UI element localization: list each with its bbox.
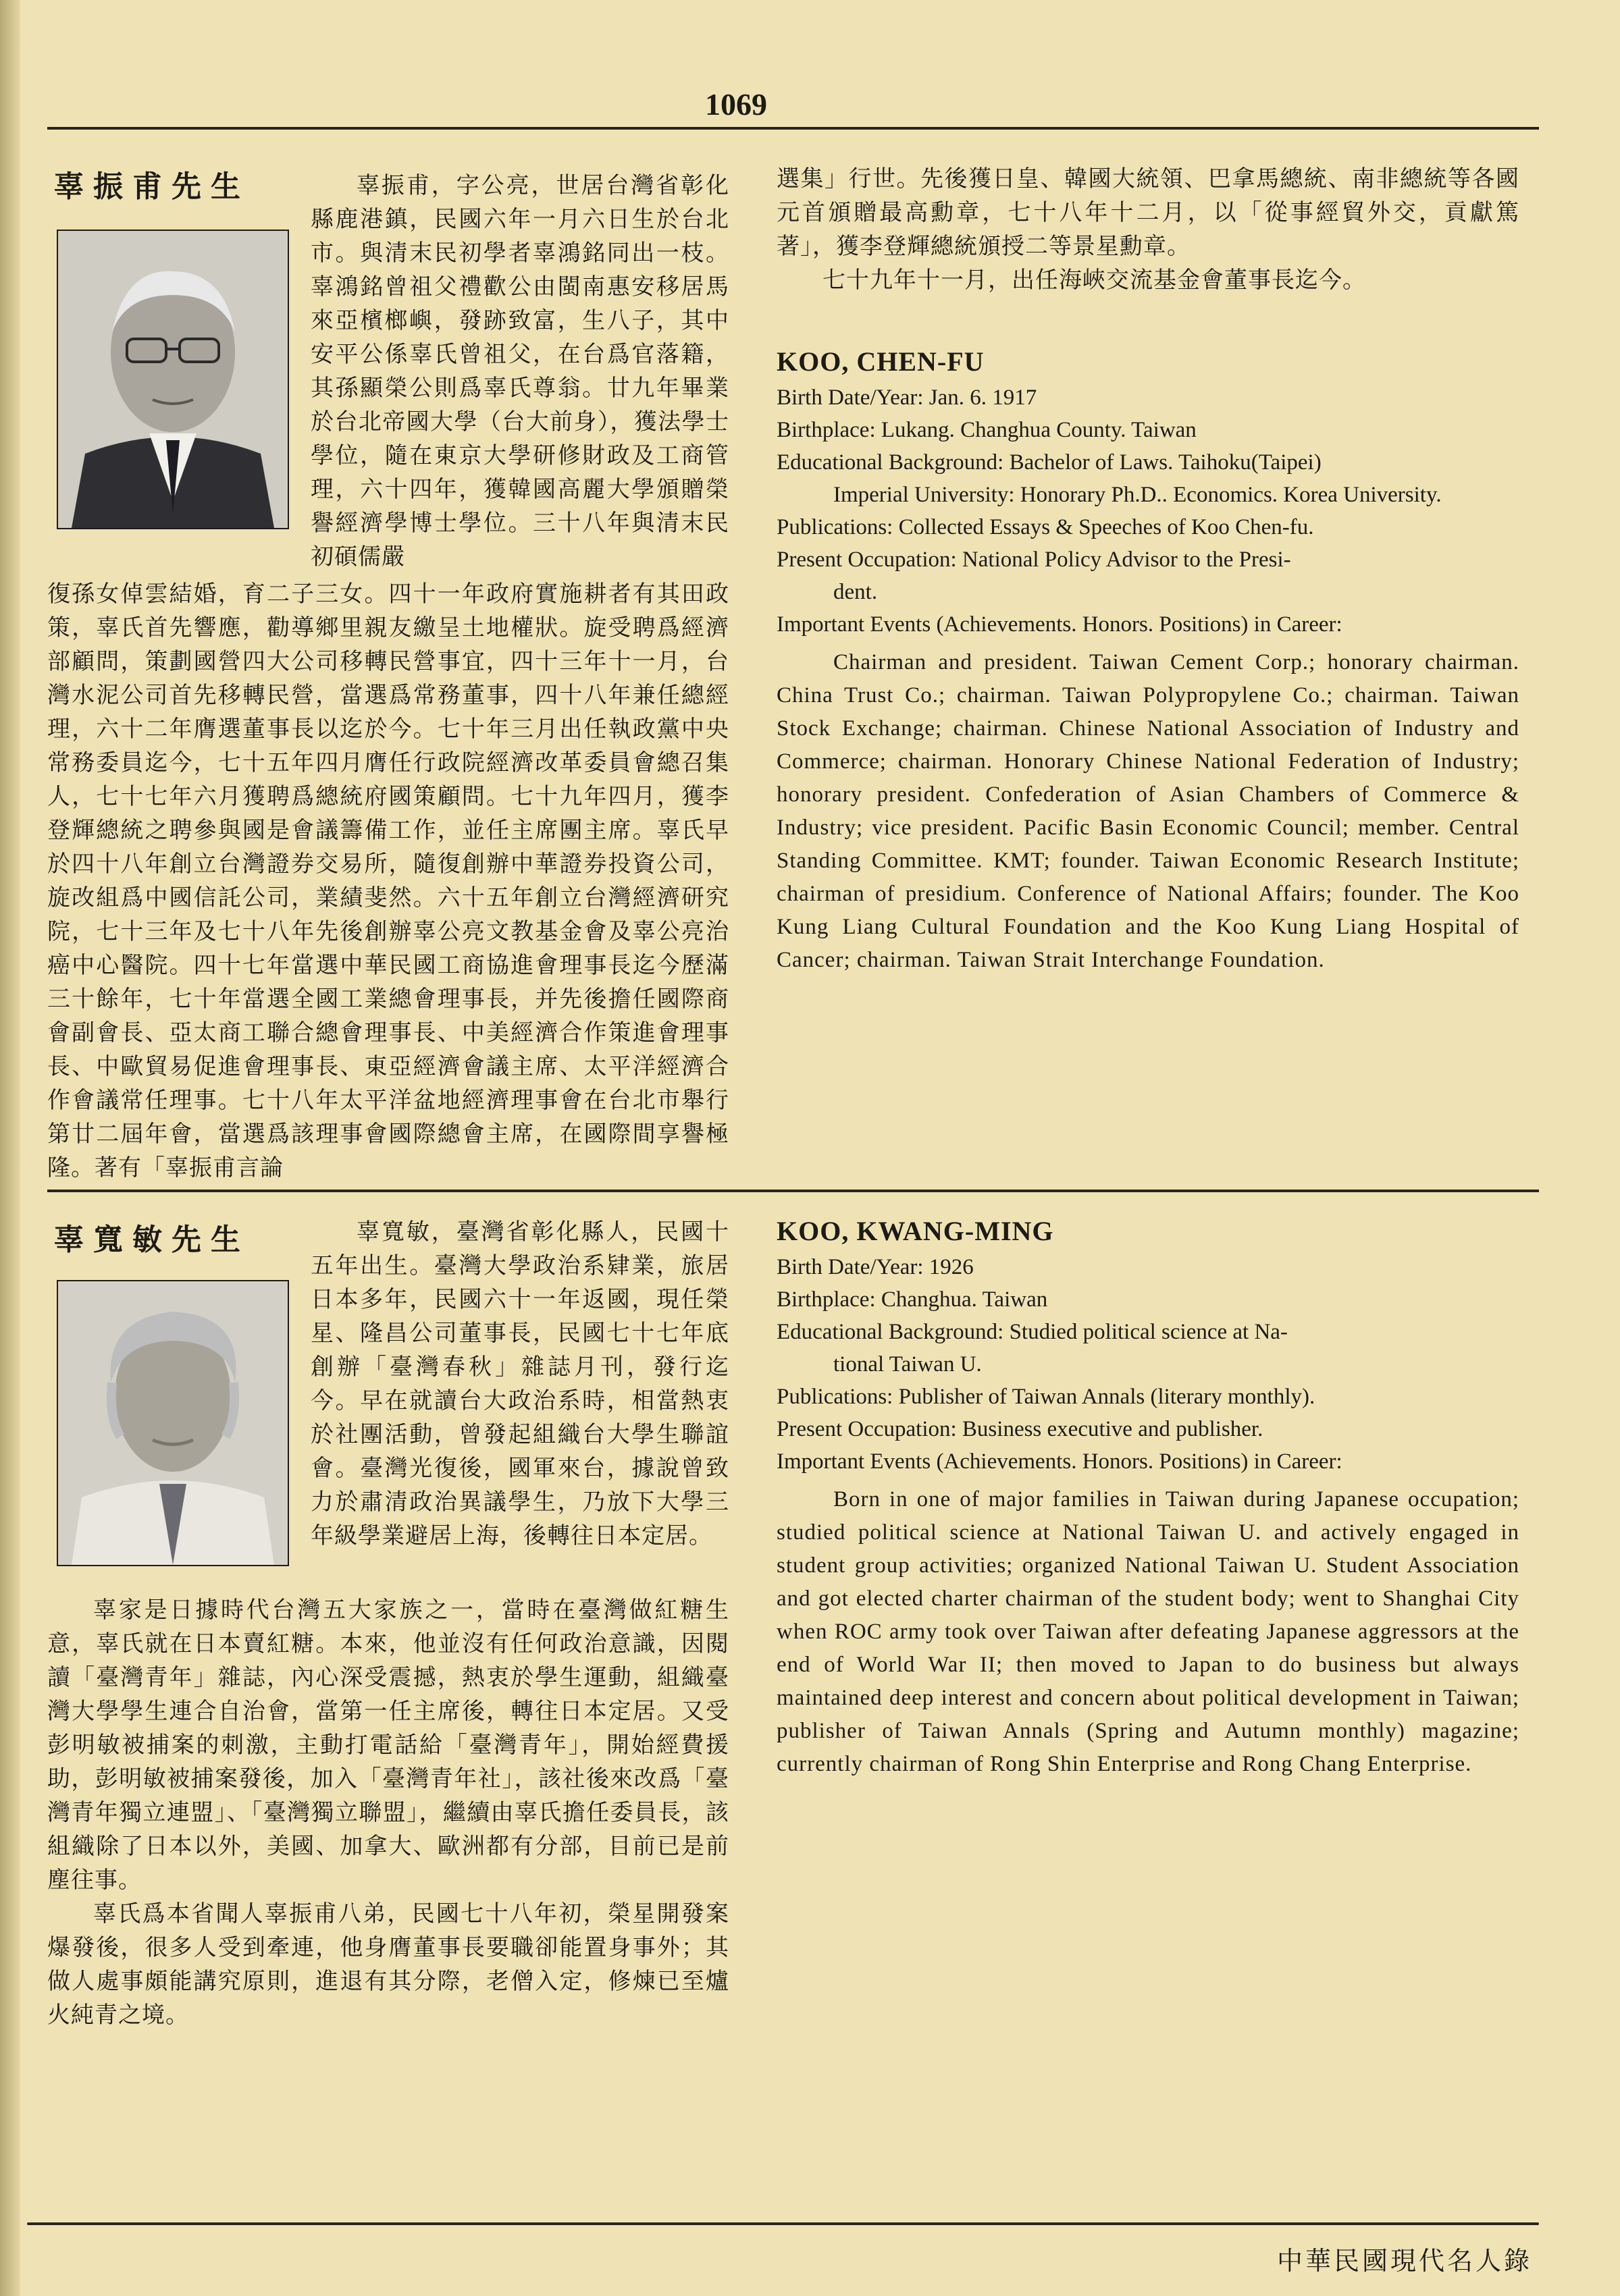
page-number: 1069 (705, 87, 767, 122)
chinese-bio-continued-2: 七十九年十一月，出任海峽交流基金會董事長迄今。 (822, 267, 1366, 294)
english-name: KOO, KWANG-MING (777, 1216, 1054, 1246)
occupation-line-2: dent. (833, 580, 878, 604)
chinese-bio-body-wrap (47, 1593, 729, 2032)
important-events: Born in one of major families in Taiwan during Japanese occupation; studied political science at National Taiwan U. and actively engaged in student group activities; organized National Taiwan U. Student Association and got elected charter chairman of the student body; went to Shanghai City when ROC army took over Taiwan after defeating Japanese aggressors at the end of World War II; then moved to Japan to do business but always maintained deep interest and concern about political development in Taiwan; publisher of Taiwan Annals (Spring and Autumn monthly) magazine; currently chairman of Rong Shin Enterprise and Rong Chang Enterprise. (777, 1487, 1519, 1776)
header-rule (47, 127, 1539, 130)
birthplace: Birthplace: Lukang. Changhua County. Taiwan (777, 418, 1197, 442)
book-title-footer: 中華民國現代名人錄 (1276, 2246, 1532, 2276)
education (777, 446, 1519, 511)
publications: Publications: Collected Essays & Speeches of Koo Chen-fu. (777, 515, 1314, 539)
chinese-name: 辜寬敏先生 (54, 1223, 250, 1257)
portrait-figure (58, 1281, 288, 1565)
portrait-photo (57, 230, 289, 529)
chinese-bio-body: 辜家是日據時代台灣五大家族之一，當時在臺灣做紅糖生意，辜氏就在日本賣紅糖。本來，他並沒有任何政治意識，因閱讀「臺灣青年」雜誌，內心深受震撼，熱衷於學生運動，組織臺灣大學學生連合自治會，當第一任主席後，轉往日本定居。又受彭明敏被捕案的刺激，主動打電話給「臺灣青年」，開始經費援助，彭明敏被捕案發後，加入「臺灣青年社」，該社後來改爲「臺灣青年獨立連盟」、「臺灣獨立聯盟」，繼續由辜氏擔任委員長，該組織除了日本以外，美國、加拿大、歐洲都有分部，目前已是前塵往事。 (47, 1597, 729, 1894)
chinese-bio-intro: 辜振甫，字公亮，世居台灣省彰化縣鹿港鎮，民國六年一月六日生於台北市。與清末民初學者辜鴻銘同出一枝。辜鴻銘曾祖父禮歡公由閩南惠安移居馬來亞檳榔嶼，發跡致富，生八子，其中安平公係辜氏曾祖父，在台爲官落籍，其孫顯榮公則爲辜氏尊翁。廿九年畢業於台北帝國大學（台大前身），獲法學士學位，隨在東京大學研修財政及工商管理，六十四年，獲韓國高麗大學頒贈榮譽經濟學博士學位。三十八年與清末民初碩儒嚴 (311, 172, 729, 570)
english-column (777, 1215, 1519, 1781)
page-binding-edge (0, 0, 20, 2296)
birth-date: Birth Date/Year: 1926 (777, 1255, 974, 1279)
chinese-bio-intro: 辜寬敏，臺灣省彰化縣人，民國十五年出生。臺灣大學政治系肄業，旅居日本多年，民國六十一年返國，現任榮星、隆昌公司董事長，民國七十七年底創辦「臺灣春秋」雜誌月刊，發行迄今。早在就讀台大政治系時，相當熱衷於社團活動，曾發起組織台大學生聯誼會。臺灣光復後，國軍來台，據說曾致力於肅清政治異議學生，乃放下大學三年級學業避居上海，後轉往日本定居。 (311, 1219, 729, 1549)
birthplace: Birthplace: Changhua. Taiwan (777, 1287, 1048, 1312)
education-line-1: Educational Background: Studied political science at Na- (777, 1320, 1288, 1344)
important-events: Chairman and president. Taiwan Cement Corp.; honorary chairman. China Trust Co.; chairman. Taiwan Polypropylene Co.; chairman. Taiwan Stock Exchange; chairman. Chinese National Association of Industry and Commerce; chairman. Honorary Chinese National Federation of Industry; honorary president. Confederation of Asian Chambers of Commerce & Industry; vice president. Pacific Basin Economic Council; member. Central Standing Committee. KMT; founder. Taiwan Economic Research Institute; chairman of presidium. Conference of National Affairs; founder. The Koo Kung Liang Cultural Foundation and the Koo Kung Liang Hospital of Cancer; chairman. Taiwan Strait Interchange Foundation. (777, 650, 1519, 972)
entry-divider-rule (47, 1190, 1539, 1192)
chinese-bio-body-2: 辜氏爲本省聞人辜振甫八弟，民國七十八年初，榮星開發案爆發後，很多人受到牽連，他身膺董事長要職卻能置身事外；其做人處事頗能講究原則，進退有其分際，老僧入定，修煉已至爐火純青之境。 (47, 1900, 729, 2029)
education-line-2: tional Taiwan U. (833, 1352, 982, 1377)
occupation (777, 543, 1519, 608)
occupation-line-1: Present Occupation: National Policy Advisor to the Presi- (777, 548, 1291, 572)
chinese-name: 辜振甫先生 (54, 169, 250, 204)
english-column (777, 162, 1519, 977)
portrait-figure (58, 231, 288, 528)
education-line-1: Educational Background: Bachelor of Laws. Taihoku(Taipei) (777, 450, 1322, 475)
important-events-label: Important Events (Achievements. Honors. Positions) in Career: (777, 1449, 1342, 1474)
entry-koo-kwang-ming (47, 1215, 1540, 2187)
english-name: KOO, CHEN-FU (777, 346, 985, 377)
portrait-photo (57, 1280, 289, 1566)
birth-date: Birth Date/Year: Jan. 6. 1917 (777, 385, 1037, 410)
footer-rule (27, 2222, 1539, 2225)
publications: Publications: Publisher of Taiwan Annals (literary monthly). (777, 1385, 1315, 1409)
entry-koo-chen-fu (47, 162, 1540, 1181)
education-line-2: Imperial University: Honorary Ph.D.. Economics. Korea University. (833, 483, 1442, 507)
occupation: Present Occupation: Business executive and publisher. (777, 1417, 1263, 1441)
chinese-bio-body: 復孫女倬雲結婚，育二子三女。四十一年政府實施耕者有其田政策，辜氏首先響應，勸導鄉里親友繳呈土地權狀。旋受聘爲經濟部顧問，策劃國營四大公司移轉民營事宜，四十三年十一月，台灣水泥公司首先移轉民營，當選爲常務董事，四十八年兼任總經理，六十二年膺選董事長以迄於今。七十年三月出任執政黨中央常務委員迄今，七十五年四月膺任行政院經濟改革委員會總召集人，七十七年六月獲聘爲總統府國策顧問。七十九年四月，獲李登輝總統之聘參與國是會議籌備工作，並任主席團主席。辜氏早於四十八年創立台灣證券交易所，隨復創辦中華證券投資公司，旋改組爲中國信託公司，業績斐然。六十五年創立台灣經濟研究院，七十三年及七十八年先後創辦辜公亮文教基金會及辜公亮治癌中心醫院。四十七年當選中華民國工商協進會理事長迄今歷滿三十餘年，七十年當選全國工業總會理事長，并先後擔任國際商會副會長、亞太商工聯合總會理事長、中美經濟合作策進會理事長、中歐貿易促進會理事長、東亞經濟會議主席、太平洋經濟合作會議常任理事。七十八年太平洋盆地經濟理事會在台北市舉行第廿二屆年會，當選爲該理事會國際總會主席，在國際間享譽極隆。著有「辜振甫言論 (47, 581, 729, 1181)
chinese-bio-continued: 選集」行世。先後獲日皇、韓國大統領、巴拿馬總統、南非總統等各國元首頒贈最高勳章，七十八年十二月，以「從事經貿外交，貢獻篤著」，獲李登輝總統頒授二等景星勳章。 (777, 165, 1519, 260)
important-events-label: Important Events (Achievements. Honors. Positions) in Career: (777, 612, 1342, 637)
education (777, 1316, 1519, 1381)
